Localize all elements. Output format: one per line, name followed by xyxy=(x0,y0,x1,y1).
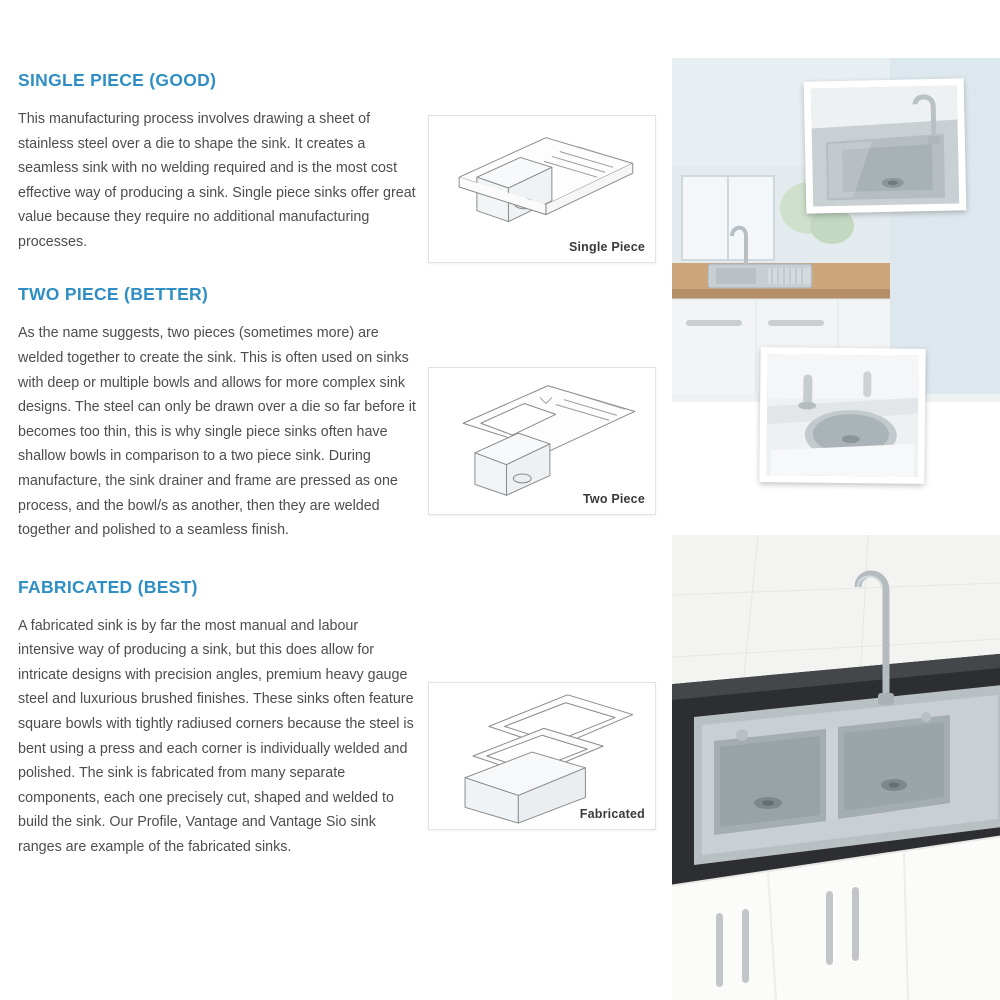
section-body: As the name suggests, two pieces (sometimes more) are welded together to create the sink. This is often used on sinks with deep or multiple bowls and allows for more complex sink designs. The steel can only be drawn over a die so far before it becomes too thin, this is why single piece sinks often have shallow bowls in comparison to a two piece sink. During manufacture, the sink drainer and frame are pressed as one process, and the bowl/s as another, then they are welded together and polished to a seamless finish. xyxy=(18,325,416,539)
diagram-fabricated xyxy=(428,682,656,830)
photo-inset-faucet xyxy=(804,78,967,213)
section-body: This manufacturing process involves drawing a sheet of stainless steel over a die to shape the sink. It creates a seamless sink with no welding required and is the most cost effective way of producing a sink. Single piece sinks offer great value because they require no additional manufacturing processes. xyxy=(18,111,416,250)
section-fabricated xyxy=(18,577,418,860)
diagram-two-piece xyxy=(428,367,656,515)
diagram-caption: Single Piece xyxy=(568,240,645,254)
double-bowl-sink-art xyxy=(672,535,1000,1000)
section-single-piece xyxy=(18,70,418,254)
section-heading: TWO PIECE (BETTER) xyxy=(18,284,209,305)
section-two-piece xyxy=(18,284,418,542)
diagram-caption: Two Piece xyxy=(582,492,645,506)
inset-faucet-image xyxy=(811,85,959,206)
photo-collage-panel xyxy=(672,58,1000,1000)
section-heading: FABRICATED (BEST) xyxy=(18,576,198,597)
diagram-caption: Fabricated xyxy=(579,807,645,821)
round-bowl-art xyxy=(766,354,918,477)
inset-round-bowl-image xyxy=(766,354,918,477)
photo-inset-round-bowl xyxy=(759,347,925,484)
faucet-sink-art xyxy=(811,85,959,206)
section-body: A fabricated sink is by far the most manual and labour intensive way of producing a sink, but this does allow for intricate designs with precision angles, premium heavy gauge steel and luxurious brushed finishes. These sinks often feature square bowls with tightly radiused corners because the steel is bent using a press and each corner is individually welded and polished. The sink is fabricated from many separate components, each one precisely cut, shaped and welded to build the sink. Our Profile, Vantage and Vantage Sio sink ranges are example of the fabricated sinks. xyxy=(18,617,414,855)
photo-double-bowl-sink xyxy=(672,535,1000,1000)
section-heading: SINGLE PIECE (GOOD) xyxy=(18,70,217,90)
article-text-column xyxy=(18,70,418,885)
diagram-single-piece xyxy=(428,115,656,263)
